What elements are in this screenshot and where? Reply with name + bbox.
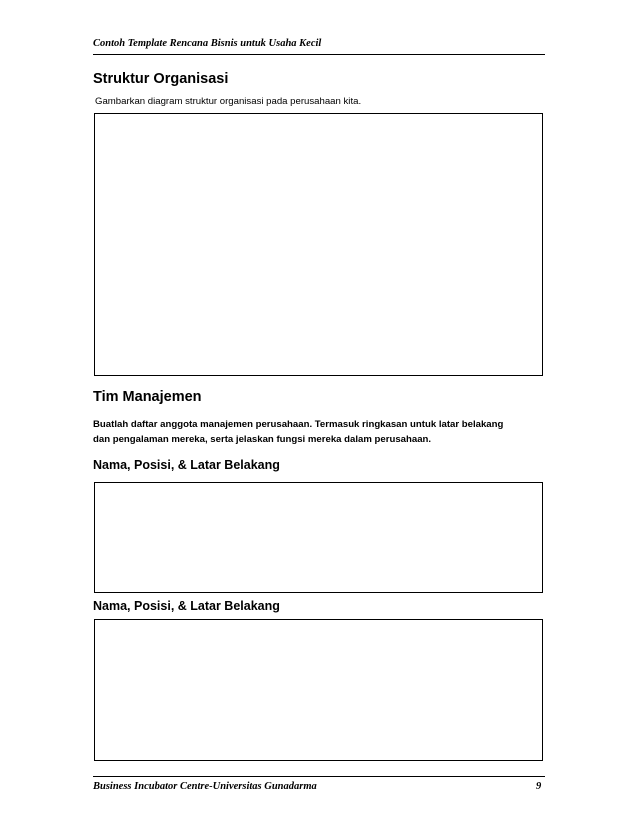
page-number: 9 (536, 781, 542, 792)
org-structure-description: Gambarkan diagram struktur organisasi pada perusahaan kita. (95, 96, 362, 107)
org-chart-box[interactable] (94, 113, 543, 376)
member-1-box[interactable] (94, 482, 543, 593)
member-2-box[interactable] (94, 619, 543, 761)
footer-institution: Business Incubator Centre-Universitas Gunadarma (93, 781, 317, 792)
member-2-heading: Nama, Posisi, & Latar Belakang (93, 599, 280, 613)
org-structure-heading: Struktur Organisasi (93, 71, 229, 87)
management-team-heading: Tim Manajemen (93, 389, 202, 405)
member-1-heading: Nama, Posisi, & Latar Belakang (93, 458, 280, 472)
management-team-description-line-2: dan pengalaman mereka, serta jelaskan fungsi mereka dalam perusahaan. (93, 434, 432, 445)
running-header: Contoh Template Rencana Bisnis untuk Usaha Kecil (93, 38, 322, 49)
management-team-description-line-1: Buatlah daftar anggota manajemen perusahaan. Termasuk ringkasan untuk latar belakang (93, 419, 504, 430)
footer-rule (93, 776, 545, 777)
header-rule (93, 54, 545, 55)
